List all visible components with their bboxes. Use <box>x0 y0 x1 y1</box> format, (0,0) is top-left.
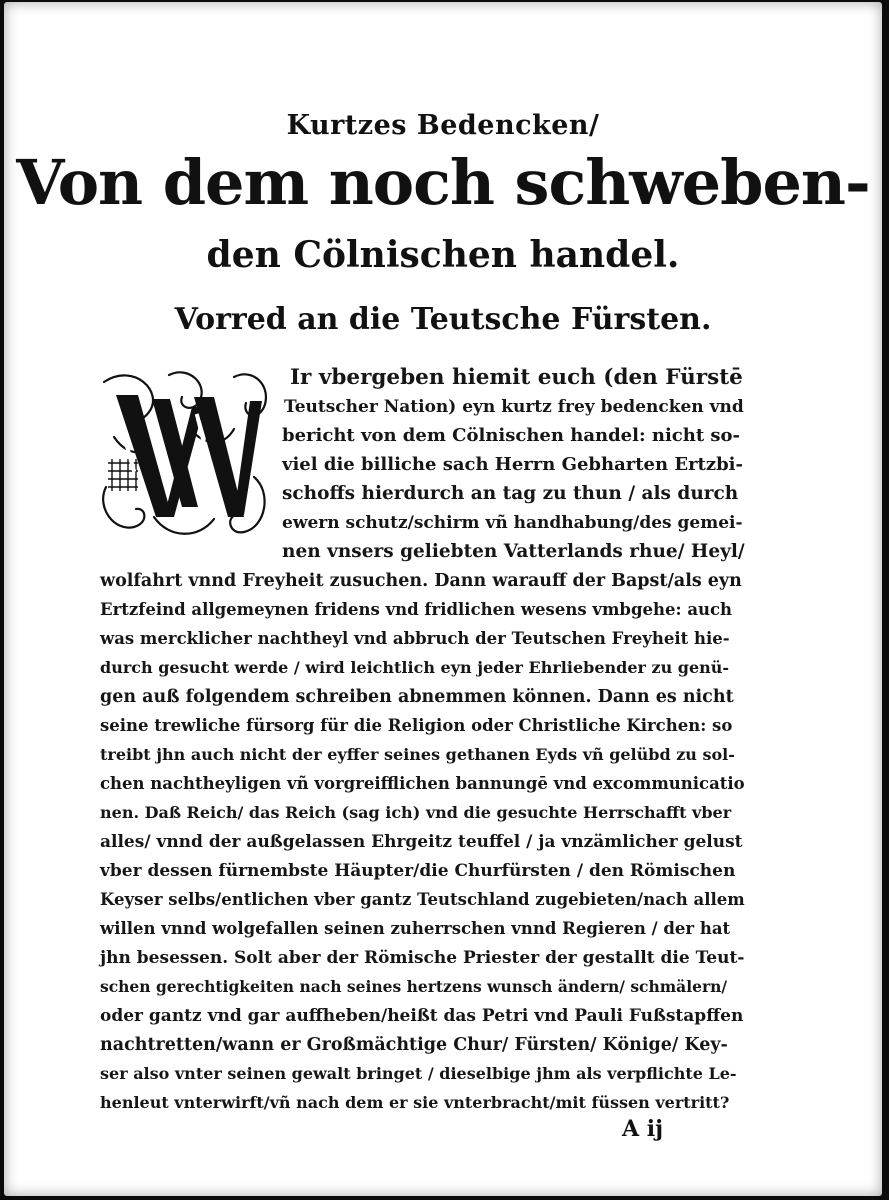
body-line: schen gerechtigkeiten nach seines hertzens wunsch ändern/ schmälern/ <box>100 977 728 996</box>
body-line: gen auß folgendem schreiben abnemmen können. Dann es nicht <box>100 687 734 707</box>
body-line: Keyser selbs/entlichen vber gantz Teutschland zugebieten/nach allem <box>100 890 745 909</box>
body-line: nachtretten/wann er Großmächtige Chur/ Fürsten/ Könige/ Key- <box>100 1035 728 1055</box>
body-line: nen. Daß Reich/ das Reich (sag ich) vnd die gesuchte Herrschafft vber <box>100 803 732 822</box>
body-line: alles/ vnnd der außgelassen Ehrgeitz teuffel / ja vnzämlicher gelust <box>100 832 743 852</box>
body-line: ewern schutz/schirm vñ handhabung/des gemei- <box>282 513 743 533</box>
body-line: viel die billiche sach Herrn Gebharten Ertzbi- <box>282 454 743 475</box>
body-line: was mercklicher nachtheyl vnd abbruch der Teutschen Freyheit hie- <box>100 629 730 648</box>
body-line: Teutscher Nation) eyn kurtz frey bedencken vnd <box>284 397 744 417</box>
body-line: henleut vnterwirft/vñ nach dem er sie vnterbracht/mit füssen vertritt? <box>100 1093 730 1112</box>
body-line: jhn besessen. Solt aber der Römische Priester der gestallt die Teut- <box>100 948 745 968</box>
body-line: willen vnnd wolgefallen seinen zuherrschen vnnd Regieren / der hat <box>100 919 731 938</box>
body-line: chen nachtheyligen vñ vorgreifflichen bannungē vnd excommunicatio <box>100 774 745 793</box>
body-line: durch gesucht werde / wird leichtlich eyn jeder Ehrliebender zu genü- <box>100 658 730 677</box>
body-line: treibt jhn auch nicht der eyffer seines gethanen Eyds vñ gelübd zu sol- <box>100 745 735 764</box>
title-subtitle: den Cölnischen handel. <box>206 234 680 276</box>
body-line: schoffs hierdurch an tag zu thun / als durch <box>282 483 739 504</box>
body-line: oder gantz vnd gar auffheben/heißt das Petri vnd Pauli Fußstapffen <box>100 1006 744 1026</box>
body-line: ser also vnter seinen gewalt bringet / dieselbige jhm als verpflichte Le- <box>100 1064 737 1083</box>
signature-mark: A ij <box>622 1116 664 1142</box>
preface-heading: Vorred an die Teutsche Fürsten. <box>174 302 712 337</box>
body-line: Ertzfeind allgemeynen fridens vnd fridlichen wesens vmbgehe: auch <box>100 600 733 619</box>
body-line: nen vnsers geliebten Vatterlands rhue/ Heyl/ <box>282 541 745 562</box>
ornament-initial-icon <box>94 367 274 542</box>
title-large: Von dem noch schweben- <box>16 146 870 219</box>
body-line: seine trewliche fürsorg für die Religion oder Christliche Kirchen: so <box>100 716 733 735</box>
body-line: wolfahrt vnnd Freyheit zusuchen. Dann warauff der Bapst/als eyn <box>100 571 742 591</box>
body-line: bericht von dem Cölnischen handel: nicht so- <box>282 425 741 446</box>
document-page <box>4 2 882 1196</box>
decorated-initial-w <box>94 367 274 542</box>
body-line: vber dessen fürnembste Häupter/die Churfürsten / den Römischen <box>100 861 736 881</box>
body-line: Ir vbergeben hiemit euch (den Fürstē <box>290 365 743 390</box>
title-small: Kurtzes Bedencken/ <box>286 110 600 141</box>
